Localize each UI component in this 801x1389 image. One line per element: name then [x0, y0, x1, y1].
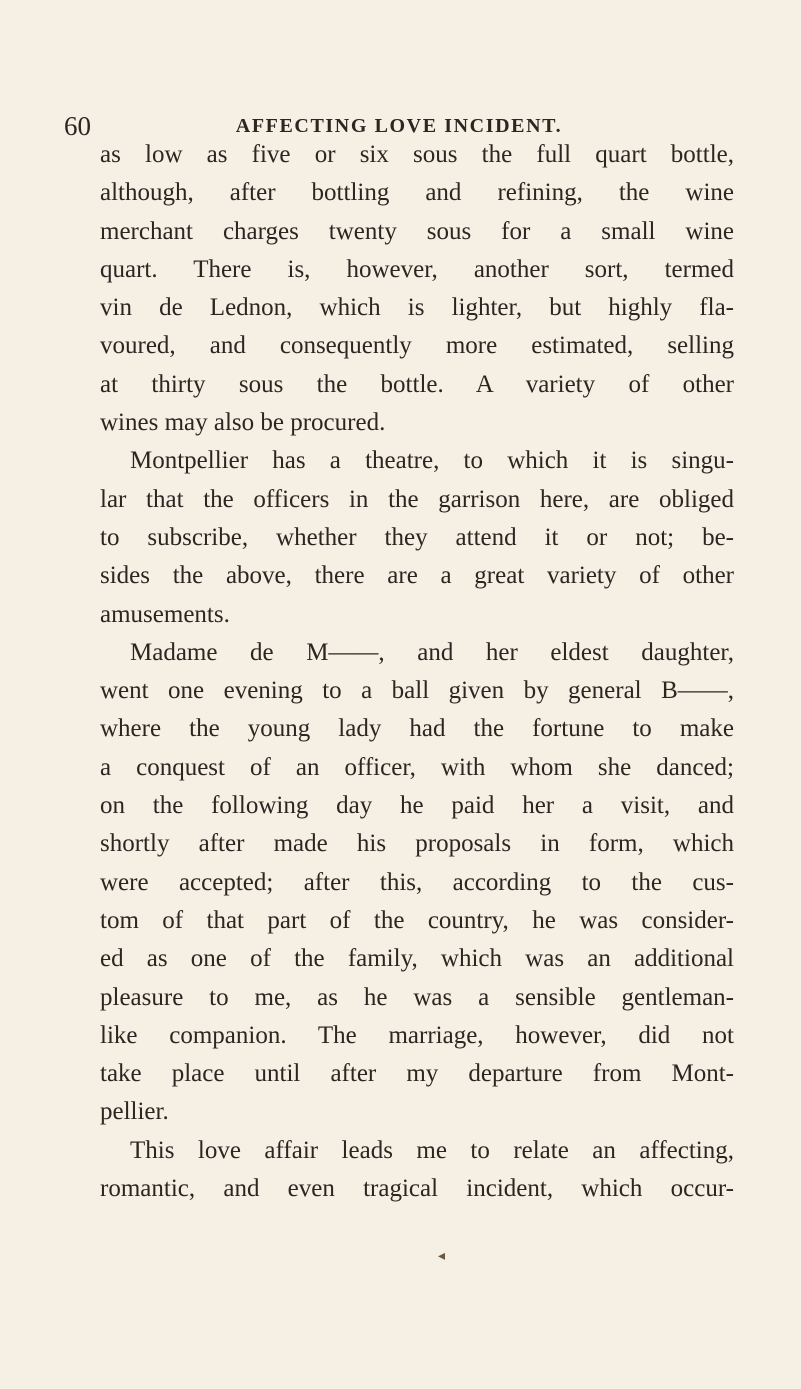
text-line: wines may also be procured. [100, 409, 386, 437]
running-head: AFFECTING LOVE INCIDENT. [235, 115, 563, 137]
text-line: shortly after made his proposals in form, which [100, 830, 734, 858]
text-line: merchant charges twenty sous for a small wine [100, 217, 734, 245]
text-line: voured, and consequently more estimated, selling [100, 332, 734, 360]
text-line: a conquest of an officer, with whom she danced; [100, 753, 734, 781]
text-line: quart. There is, however, another sort, termed [100, 255, 734, 283]
text-line: although, after bottling and refining, the wine [100, 179, 734, 207]
text-line: were accepted; after this, according to the cus- [100, 868, 734, 896]
text-line: take place until after my departure from Mont- [100, 1060, 734, 1088]
text-line: amusements. [100, 600, 230, 628]
text-line: to subscribe, whether they attend it or not; be- [100, 523, 734, 551]
text-line: sides the above, there are a great variety of other [100, 562, 734, 590]
body-text [100, 136, 734, 1208]
page-number: 60 [64, 111, 91, 141]
text-line: tom of that part of the country, he was consider- [100, 906, 734, 934]
text-line: lar that the officers in the garrison here, are obliged [100, 485, 734, 513]
text-line: as low as five or six sous the full quart bottle, [100, 141, 734, 168]
text-line: like companion. The marriage, however, did not [100, 1021, 734, 1049]
catchword-mark: ◂ [438, 1249, 446, 1264]
text-line: pleasure to me, as he was a sensible gentleman- [100, 983, 734, 1011]
text-line: This love affair leads me to relate an affecting, [130, 1136, 734, 1164]
text-line: went one evening to a ball given by general B——, [100, 677, 734, 705]
text-line: romantic, and even tragical incident, which occur- [100, 1175, 734, 1203]
text-line: Madame de M——, and her eldest daughter, [130, 638, 734, 666]
text-line: at thirty sous the bottle. A variety of other [100, 370, 734, 398]
text-line: on the following day he paid her a visit, and [100, 792, 734, 820]
text-line: vin de Lednon, which is lighter, but highly fla- [100, 294, 734, 322]
text-line: pellier. [100, 1098, 169, 1126]
text-line: where the young lady had the fortune to make [100, 715, 734, 743]
text-line: Montpellier has a theatre, to which it is singu- [130, 447, 734, 475]
text-line: ed as one of the family, which was an additional [100, 945, 734, 973]
